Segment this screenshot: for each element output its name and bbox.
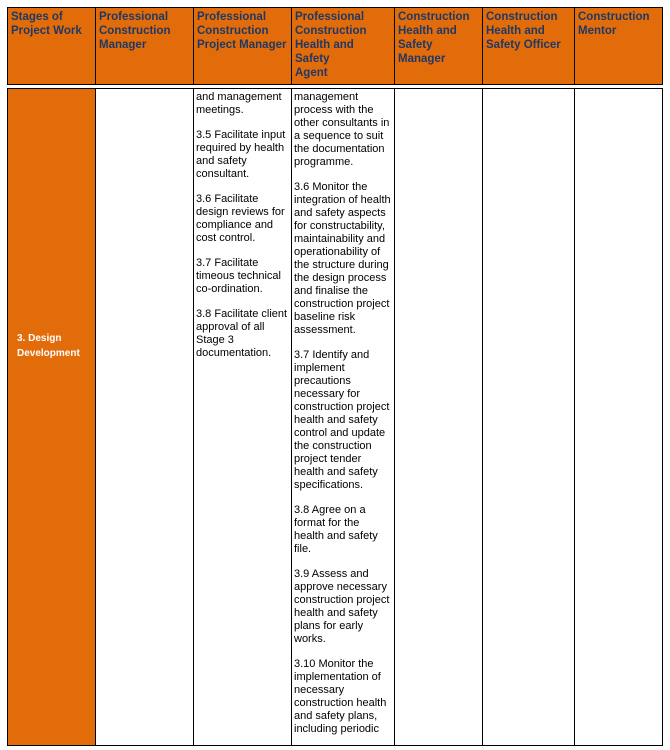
- list-item: 3.9 Assess and approve necessary construction project health and safety plans for early works.: [294, 568, 390, 645]
- list-item: management process with the other consultants in a sequence to suit the documentation programme.: [294, 91, 390, 168]
- list-item: and management meetings.: [196, 91, 282, 116]
- cell-mentor: [575, 88, 663, 746]
- cell-health-safety-agent: [292, 88, 395, 746]
- header-label: Professional Construction Health and Safety Agent: [295, 11, 367, 79]
- header-label: Construction Mentor: [578, 11, 650, 37]
- header-health-safety-manager: [395, 7, 483, 85]
- header-label: Stages of Project Work: [11, 11, 82, 37]
- list-item: 3.8 Facilitate client approval of all Stage 3 documentation.: [196, 308, 288, 359]
- list-item: 3.6 Facilitate design reviews for compliance and cost control.: [196, 193, 285, 244]
- stage-cell: [7, 88, 96, 746]
- header-health-safety-officer: [483, 7, 575, 85]
- list-item: 3.10 Monitor the implementation of necessary construction health and safety plans, including periodic: [294, 658, 387, 735]
- list-item: 3.7 Facilitate timeous technical co-ordination.: [196, 257, 281, 295]
- list-item: 3.8 Agree on a format for the health and safety file.: [294, 504, 378, 555]
- header-mentor: [575, 7, 663, 85]
- stage-label: 3. Design Development: [17, 333, 80, 359]
- header-label: Professional Construction Manager: [99, 11, 171, 51]
- cell-health-safety-manager: [395, 88, 483, 746]
- cell-construction-manager: [96, 88, 194, 746]
- project-manager-items: [196, 91, 290, 372]
- header-label: Construction Health and Safety Manager: [398, 11, 470, 65]
- header-project-manager: [194, 7, 292, 85]
- header-construction-manager: [96, 7, 194, 85]
- header-stages: [7, 7, 96, 85]
- header-label: Construction Health and Safety Officer: [486, 11, 561, 51]
- cell-health-safety-officer: [483, 88, 575, 746]
- list-item: 3.7 Identify and implement precautions necessary for construction project health and safety control and update the construction project tender health and safety specifications.: [294, 349, 390, 491]
- list-item: 3.5 Facilitate input required by health and safety consultant.: [196, 129, 286, 180]
- list-item: 3.6 Monitor the integration of health and safety aspects for constructability, maintainability and operationability of the structure during the design process and finalise the construction project baseline risk assessment.: [294, 181, 391, 336]
- header-health-safety-agent: [292, 7, 395, 85]
- header-label: Professional Construction Project Manager: [197, 11, 287, 51]
- cell-project-manager: [194, 88, 292, 746]
- health-safety-agent-items: [294, 91, 394, 748]
